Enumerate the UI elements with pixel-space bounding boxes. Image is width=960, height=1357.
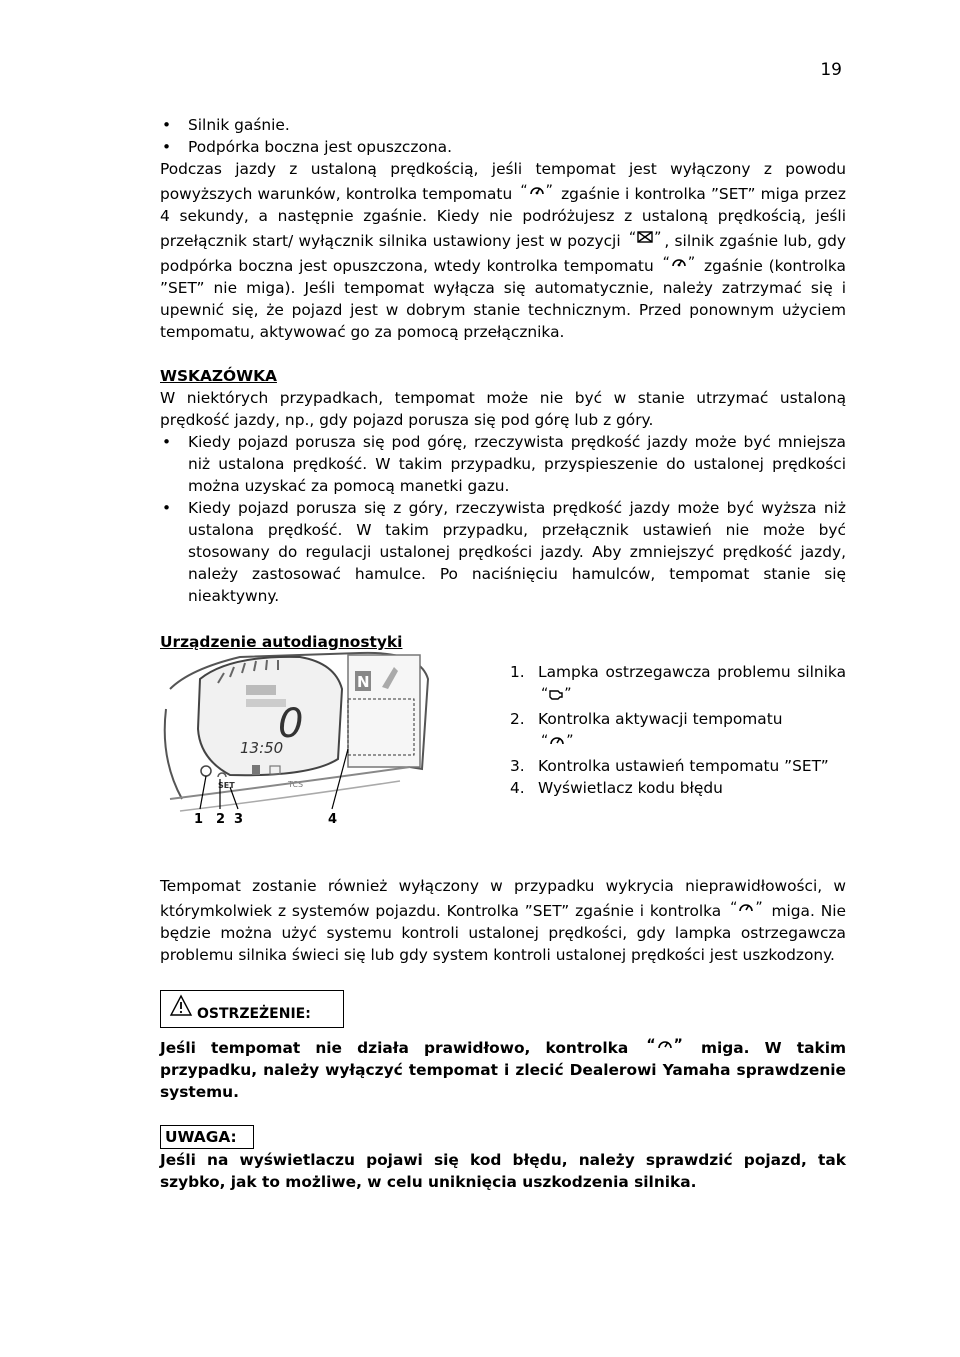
warning-text: Jeśli tempomat nie działa prawidłowo, kontrolka “ ” miga. W takim przypadku, należy wyłączyć tempomat i zlecić Dealerowi Yamaha sprawdzenie systemu. [160, 1034, 846, 1103]
callout-1: 1 [194, 812, 204, 825]
engine-warning-icon: “ ” [541, 686, 572, 702]
cruise-control-icon: “ ” [662, 255, 696, 271]
list-item: • Kiedy pojazd porusza się z góry, rzeczywista prędkość jazdy może być wyższa niż ustalona prędkość. W takim przypadku, przełącznik ustawień nie może być stosowany do regulacji ustalonej prędkości jazdy. Aby zmniejszyć prędkość jazdy, należy zastosować hamulce. Po naciśnięciu hamulców, tempomat stanie się nieaktywny. [160, 497, 846, 607]
paragraph-text: Podczas jazdy z ustaloną prędkością, jeśli tempomat jest wyłączony z powodu powyższych warunków, kontrolka tempomatu [160, 160, 846, 203]
instrument-panel-illustration [160, 649, 430, 825]
cruise-control-icon: “ ” [730, 900, 763, 916]
list-item: 4. Wyświetlacz kodu błędu [510, 779, 723, 797]
diagnostics-heading: Urządzenie autodiagnostyki [160, 633, 403, 651]
list-item: 1. Lampka ostrzegawcza problemu silnika“ ” [500, 661, 846, 708]
tcs-indicator: TCS [288, 780, 304, 789]
page-number: 19 [820, 60, 842, 80]
note-text: Jeśli na wyświetlaczu pojawi się kod błędu, należy sprawdzić pojazd, tak szybko, jak to możliwe, w celu uniknięcia uszkodzenia silnika. [160, 1151, 846, 1191]
warning-label: OSTRZEŻENIE: [197, 1006, 311, 1022]
note-label: UWAGA: [160, 1125, 254, 1149]
list-item: • Silnik gaśnie. [160, 114, 846, 136]
warning-triangle-icon [169, 994, 193, 1018]
paragraph-text: zgaśnie (kontrolka ”SET” nie miga). Jeśli tempomat wyłącza się automatycznie, należy zatrzymać się i upewnić się, że pojazd jest w dobrym stanie technicznym. Przed ponownym użyciem tempomatu, aktywować go za pomocą przełącznika. [160, 257, 846, 341]
list-item: • Kiedy pojazd porusza się pod górę, rzeczywista prędkość jazdy może być mniejsza niż ustalona prędkość. W takim przypadku, przyspieszenie do ustalonej prędkości można uzyskać za pomocą manetki gazu. [160, 431, 846, 497]
list-item: 3. Kontrolka ustawień tempomatu ”SET” [510, 757, 829, 775]
paragraph-text: miga. Nie będzie można użyć systemu kontroli ustalonej prędkości, gdy lampka ostrzegawcza problemu silnika świeci się lub gdy system kontroli ustalonej prędkości jest uszkodzony. [160, 902, 846, 964]
neutral-indicator: N [357, 673, 370, 691]
gear-indicator: 0 [278, 701, 304, 747]
engine-stop-icon: “ ” [628, 230, 662, 246]
set-indicator: SET [218, 781, 235, 790]
cruise-control-icon: “ ” [541, 733, 574, 749]
diagnostics-section [160, 631, 846, 831]
hint-heading: WSKAZÓWKA [160, 367, 277, 385]
hint-list [160, 431, 846, 607]
warning-box [160, 990, 344, 1028]
callout-2: 2 [216, 812, 226, 825]
list-item: • Podpórka boczna jest opuszczona. [160, 136, 846, 158]
paragraph-text: Tempomat zostanie również wyłączony w przypadku wykrycia nieprawidłowości, w którymkolwiek z systemów pojazdu. Kontrolka ”SET” zgaśnie i kontrolka [160, 877, 846, 920]
page-content [160, 114, 846, 1193]
illustration-legend [500, 661, 846, 799]
hint-text: W niektórych przypadkach, tempomat może nie być w stanie utrzymać ustaloną prędkość jazdy, np., gdy pojazd porusza się pod górę lub z góry. [160, 389, 846, 429]
clock-display: 13:50 [240, 739, 284, 757]
cruise-off-paragraph [160, 158, 846, 343]
paragraph-text: zgaśnie i kontrolka ”SET” miga przez 4 sekundy, a następnie zgaśnie. Kiedy nie podróżujesz z ustaloną prędkością, jeśli przełącznik start/ wyłącznik silnika ustawiony jest w pozycji [160, 185, 846, 250]
paragraph-text: , silnik zgaśnie lub, gdy podpórka boczna jest opuszczona, wtedy kontrolka tempomatu [160, 232, 846, 275]
callout-3: 3 [234, 812, 244, 825]
cruise-control-icon: “ ” [520, 183, 553, 199]
cruise-control-icon: “ ” [646, 1037, 683, 1053]
list-item: 2. Kontrolka aktywacji tempomatu “ ” [500, 708, 846, 755]
malfunction-paragraph [160, 875, 846, 966]
conditions-list [160, 114, 846, 158]
callout-4: 4 [328, 812, 338, 825]
